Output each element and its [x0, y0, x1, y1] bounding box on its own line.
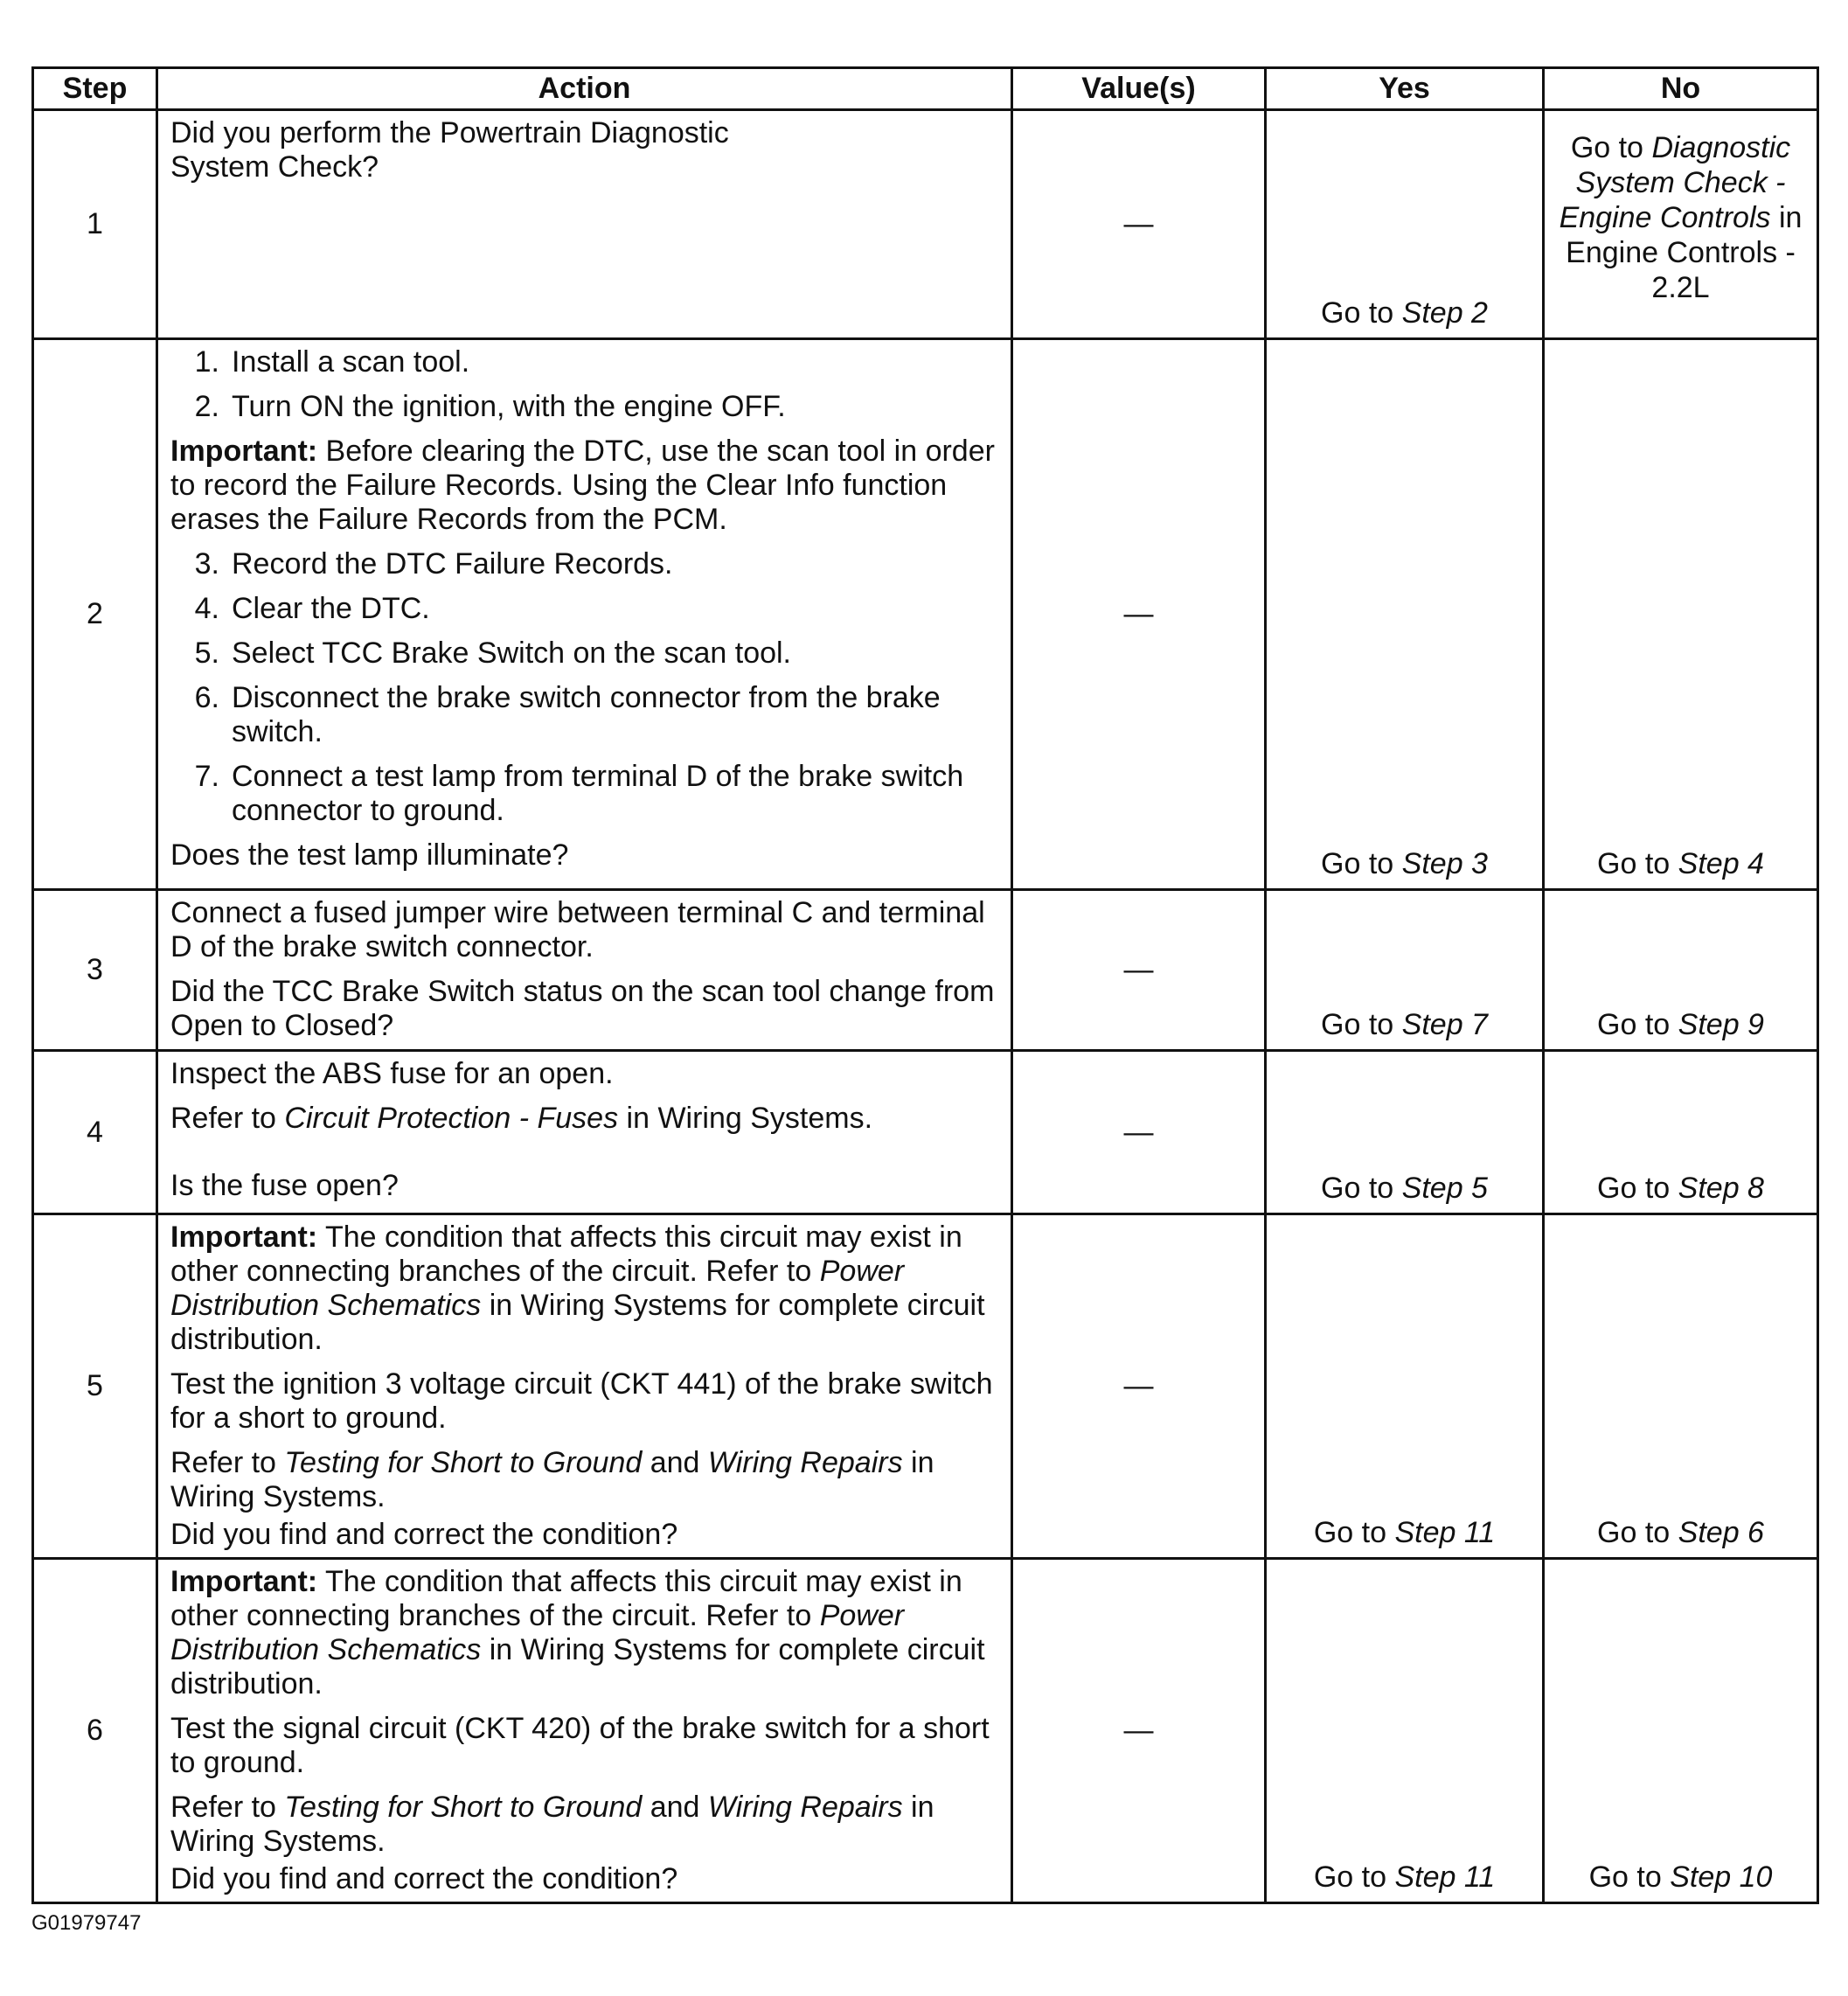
list-num: 2. — [194, 390, 219, 423]
no-cell — [1544, 1559, 1818, 1903]
diagnostic-table-container — [31, 66, 1817, 1904]
no-cell — [1544, 110, 1818, 339]
goto-label: Go to — [1313, 1860, 1387, 1894]
no-cell — [1544, 1051, 1818, 1214]
list-text: Disconnect the brake switch connector from the brake switch. — [232, 681, 941, 748]
step-number: 2 — [33, 339, 157, 890]
action-text: Test the ignition 3 voltage circuit (CKT 441) of the brake switch for a short to ground. — [170, 1367, 993, 1435]
goto-label: Go to — [1321, 1008, 1394, 1041]
value-cell: — — [1012, 1051, 1266, 1214]
goto-label: Go to — [1588, 1860, 1662, 1894]
goto-label: Go to — [1597, 847, 1671, 880]
important-label: Important: — [170, 435, 318, 468]
no-target-suffix: in Engine Controls - 2.2L — [1566, 201, 1803, 304]
table-row — [33, 110, 1818, 339]
action-cell — [157, 890, 1012, 1051]
header-row — [33, 68, 1818, 110]
header-values: Value(s) — [1012, 68, 1266, 110]
list-text: Turn ON the ignition, with the engine OFF. — [232, 390, 786, 423]
action-cell — [157, 1559, 1012, 1903]
list-num: 7. — [194, 760, 219, 793]
list-num: 5. — [194, 636, 219, 670]
important-text: The condition that affects this circuit may exist in other connecting branches of the circuit. Refer to — [170, 1565, 962, 1632]
list-text: Record the DTC Failure Records. — [232, 547, 673, 581]
list-item — [170, 390, 1002, 424]
list-item — [170, 681, 1002, 749]
yes-target-link[interactable]: Step 11 — [1394, 1860, 1496, 1894]
action-text: Connect a fused jumper wire between terminal C and terminal D of the brake switch connector. — [170, 896, 985, 963]
list-item — [170, 592, 1002, 626]
refer-link[interactable]: Wiring Repairs — [707, 1446, 903, 1479]
important-note — [170, 1565, 1002, 1701]
value-cell: — — [1012, 890, 1266, 1051]
refer-suffix: in Wiring Systems. — [170, 1446, 934, 1513]
action-text: Test the signal circuit (CKT 420) of the brake switch for a short to ground. — [170, 1712, 990, 1779]
refer-text — [170, 1446, 1002, 1514]
goto-label: Go to — [1597, 1008, 1671, 1041]
refer-text — [170, 1102, 1002, 1136]
table-row — [33, 339, 1818, 890]
no-target-link[interactable]: Step 8 — [1678, 1172, 1764, 1205]
no-cell — [1544, 1214, 1818, 1559]
list-text: Connect a test lamp from terminal D of the brake switch connector to ground. — [232, 760, 964, 827]
step-number: 5 — [33, 1214, 157, 1559]
table-row — [33, 1214, 1818, 1559]
important-label: Important: — [170, 1565, 318, 1598]
refer-text — [170, 1791, 1002, 1859]
table-row — [33, 890, 1818, 1051]
table-row — [33, 1559, 1818, 1903]
list-text: Clear the DTC. — [232, 592, 430, 625]
refer-and: and — [650, 1791, 700, 1824]
step-number: 4 — [33, 1051, 157, 1214]
list-num: 1. — [194, 345, 219, 379]
yes-target-link[interactable]: Step 3 — [1401, 847, 1488, 880]
yes-cell — [1266, 339, 1544, 890]
action-cell — [157, 339, 1012, 890]
action-question: Did you perform the Powertrain Diagnostic System Check? — [170, 116, 729, 184]
goto-label: Go to — [1597, 1516, 1671, 1549]
yes-target-link[interactable]: Step 7 — [1401, 1008, 1488, 1041]
refer-suffix: in Wiring Systems. — [626, 1102, 873, 1135]
step-number: 6 — [33, 1559, 157, 1903]
value-cell: — — [1012, 1214, 1266, 1559]
list-num: 3. — [194, 547, 219, 581]
refer-link[interactable]: Wiring Repairs — [707, 1791, 903, 1824]
list-num: 6. — [194, 681, 219, 714]
list-text: Select TCC Brake Switch on the scan tool. — [232, 636, 792, 670]
no-target-link[interactable]: Step 6 — [1678, 1516, 1764, 1549]
goto-label: Go to — [1321, 847, 1394, 880]
action-question: Is the fuse open? — [170, 1169, 399, 1202]
value-cell: — — [1012, 1559, 1266, 1903]
important-text-end: in Wiring Systems for complete circuit distribution. — [170, 1289, 985, 1356]
no-cell — [1544, 339, 1818, 890]
value-cell: — — [1012, 339, 1266, 890]
action-text: Inspect the ABS fuse for an open. — [170, 1057, 614, 1090]
goto-label: Go to — [1570, 131, 1643, 164]
list-num: 4. — [194, 592, 219, 625]
important-link[interactable]: Power Distribution Schematics — [170, 1255, 905, 1322]
action-cell — [157, 1051, 1012, 1214]
important-note — [170, 1221, 1002, 1357]
refer-suffix: in Wiring Systems. — [170, 1791, 934, 1858]
action-cell — [157, 1214, 1012, 1559]
header-yes: Yes — [1266, 68, 1544, 110]
refer-and: and — [650, 1446, 700, 1479]
goto-label: Go to — [1321, 296, 1394, 330]
important-text-end: in Wiring Systems for complete circuit distribution. — [170, 1633, 985, 1700]
refer-prefix: Refer to — [170, 1102, 276, 1135]
yes-cell — [1266, 890, 1544, 1051]
spacer — [170, 1146, 1002, 1169]
goto-label: Go to — [1321, 1172, 1394, 1205]
refer-link[interactable]: Testing for Short to Ground — [284, 1446, 643, 1479]
list-item — [170, 760, 1002, 828]
header-step: Step — [33, 68, 157, 110]
yes-target-link[interactable]: Step 2 — [1401, 296, 1488, 330]
refer-link[interactable]: Circuit Protection - Fuses — [284, 1102, 619, 1135]
action-question: Did the TCC Brake Switch status on the scan tool change from Open to Closed? — [170, 975, 995, 1042]
yes-target-link[interactable]: Step 11 — [1394, 1516, 1496, 1549]
list-text: Install a scan tool. — [232, 345, 470, 379]
step-number: 1 — [33, 110, 157, 339]
yes-cell — [1266, 1214, 1544, 1559]
refer-link[interactable]: Testing for Short to Ground — [284, 1791, 643, 1824]
important-note — [170, 435, 1002, 537]
goto-label: Go to — [1597, 1172, 1671, 1205]
no-target-link[interactable]: Diagnostic System Check - Engine Controls — [1559, 131, 1791, 234]
no-target-link[interactable]: Step 4 — [1678, 847, 1764, 880]
action-question: Does the test lamp illuminate? — [170, 838, 569, 872]
diagnostic-table — [31, 66, 1819, 1904]
important-text: The condition that affects this circuit may exist in other connecting branches of the circuit. Refer to — [170, 1221, 962, 1288]
action-question: Did you find and correct the condition? — [170, 1518, 678, 1551]
important-label: Important: — [170, 1221, 318, 1254]
no-target-link[interactable]: Step 10 — [1670, 1860, 1773, 1894]
no-cell — [1544, 890, 1818, 1051]
goto-label: Go to — [1313, 1516, 1387, 1549]
important-text: Before clearing the DTC, use the scan tool in order to record the Failure Records. Using the Clear Info function erases the Failure Records from the PCM. — [170, 435, 995, 536]
figure-id: G01979747 — [31, 1911, 142, 1935]
yes-cell — [1266, 1559, 1544, 1903]
yes-cell — [1266, 110, 1544, 339]
list-item — [170, 636, 1002, 671]
table-row — [33, 1051, 1818, 1214]
step-number: 3 — [33, 890, 157, 1051]
list-item — [170, 547, 1002, 581]
header-action: Action — [157, 68, 1012, 110]
header-no: No — [1544, 68, 1818, 110]
value-cell: — — [1012, 110, 1266, 339]
important-link[interactable]: Power Distribution Schematics — [170, 1599, 905, 1666]
refer-prefix: Refer to — [170, 1446, 276, 1479]
yes-cell — [1266, 1051, 1544, 1214]
list-item — [170, 345, 1002, 379]
action-cell — [157, 110, 1012, 339]
no-target-link[interactable]: Step 9 — [1678, 1008, 1764, 1041]
action-question: Did you find and correct the condition? — [170, 1862, 678, 1895]
yes-target-link[interactable]: Step 5 — [1401, 1172, 1488, 1205]
refer-prefix: Refer to — [170, 1791, 276, 1824]
